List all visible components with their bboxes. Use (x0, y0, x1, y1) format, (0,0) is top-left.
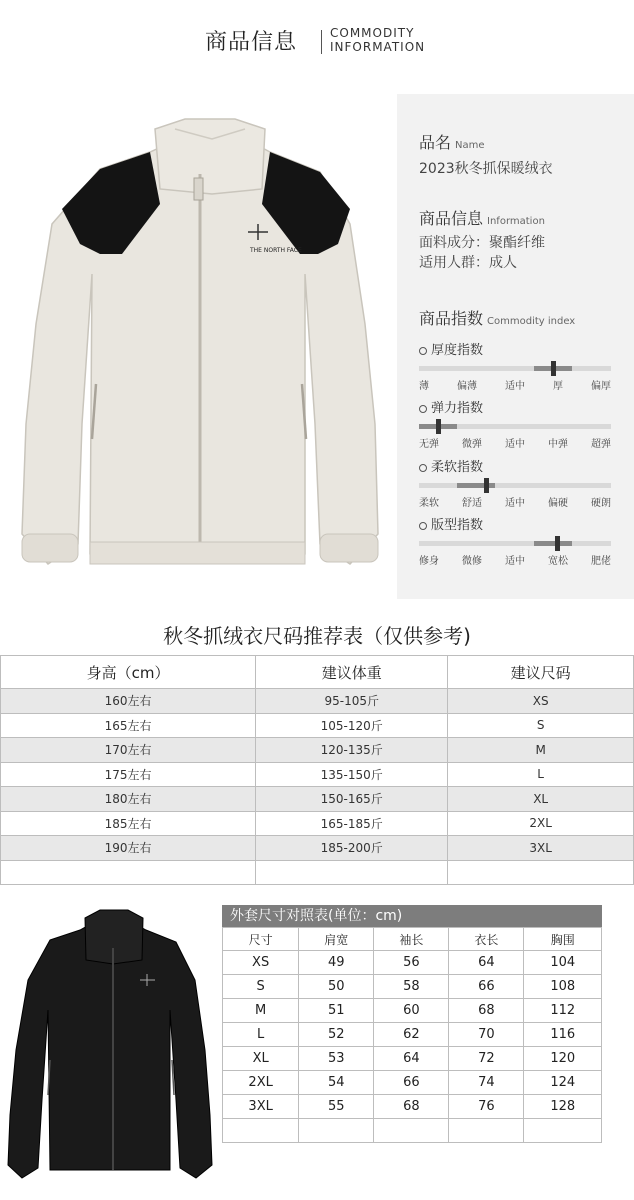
index-thickness (419, 339, 615, 392)
jacket-logo-text: THE NORTH FACE (250, 247, 302, 254)
table-cell: 165左右 (1, 713, 256, 738)
table-cell: XL (448, 787, 634, 812)
table-cell: 51 (299, 999, 374, 1023)
size-recommend-title: 秋冬抓绒衣尺码推荐表（仅供参考) (163, 624, 471, 648)
table-row (1, 811, 634, 836)
size-recommend-table (0, 655, 634, 885)
table-row (1, 738, 634, 763)
index-elasticity (419, 397, 615, 450)
index-bar (419, 366, 611, 371)
table-row (223, 1095, 602, 1119)
table-cell: 58 (374, 975, 449, 999)
table-cell: 50 (299, 975, 374, 999)
index-tick-label: 修身 (419, 556, 439, 567)
table-cell (449, 1119, 524, 1143)
table-cell: 105-120斤 (256, 713, 448, 738)
chart-header-chest: 胸围 (524, 928, 602, 951)
table-cell: 3XL (223, 1095, 299, 1119)
table-cell: 112 (524, 999, 602, 1023)
product-name-block (419, 130, 553, 179)
table-cell: 74 (449, 1071, 524, 1095)
table-cell: 53 (299, 1047, 374, 1071)
commodity-index-label: 商品指数 (419, 309, 484, 328)
table-cell (524, 1119, 602, 1143)
bullet-circle-icon (419, 522, 427, 530)
table-cell: 60 (374, 999, 449, 1023)
table-cell: M (223, 999, 299, 1023)
index-tick-label: 偏厚 (591, 381, 611, 392)
table-row (223, 1119, 602, 1143)
size-chart-title: 外套尺寸对照表(单位：cm) (222, 905, 602, 927)
table-row (223, 951, 602, 975)
table-cell (1, 860, 256, 885)
table-cell: 52 (299, 1023, 374, 1047)
table-cell: 54 (299, 1071, 374, 1095)
table-row (1, 713, 634, 738)
index-tick-label: 中弹 (548, 439, 568, 450)
table-cell: S (448, 713, 634, 738)
table-cell: S (223, 975, 299, 999)
index-tick-label: 舒适 (462, 498, 482, 509)
table-cell: 55 (299, 1095, 374, 1119)
table-cell: 170左右 (1, 738, 256, 763)
index-softness (419, 456, 615, 509)
chart-header-size: 尺寸 (223, 928, 299, 951)
table-cell (223, 1119, 299, 1143)
table-cell: 62 (374, 1023, 449, 1047)
table-row (223, 999, 602, 1023)
commodity-index-heading (419, 306, 575, 329)
index-tick-label: 适中 (505, 439, 525, 450)
index-bar (419, 424, 611, 429)
table-cell: 76 (449, 1095, 524, 1119)
white-jacket-illustration (0, 94, 397, 599)
bullet-circle-icon (419, 405, 427, 413)
commodity-index-label-en: Commodity index (487, 316, 576, 327)
chart-header-shoulder: 肩宽 (299, 928, 374, 951)
header-title-en-line2: INFORMATION (330, 40, 426, 54)
table-row (223, 1047, 602, 1071)
table-cell: 160左右 (1, 689, 256, 714)
table-cell: 175左右 (1, 762, 256, 787)
table-row (223, 975, 602, 999)
table-cell: 66 (374, 1071, 449, 1095)
audience-text: 适用人群：成人 (419, 255, 517, 271)
table-cell: 66 (449, 975, 524, 999)
table-cell: 64 (374, 1047, 449, 1071)
index-ticks (419, 377, 611, 392)
header-title-en-line1: COMMODITY (330, 26, 415, 40)
rec-header-height: 身高（cm） (1, 656, 256, 689)
index-knob (484, 478, 489, 493)
index-ticks (419, 552, 611, 567)
index-tick-label: 肥佬 (591, 556, 611, 567)
table-cell: 3XL (448, 836, 634, 861)
table-cell: 68 (449, 999, 524, 1023)
table-cell: 95-105斤 (256, 689, 448, 714)
table-cell: M (448, 738, 634, 763)
index-tick-label: 硬朗 (591, 498, 611, 509)
fabric-text: 面料成分：聚酯纤维 (419, 235, 545, 251)
index-tick-label: 偏硬 (548, 498, 568, 509)
table-cell: 185-200斤 (256, 836, 448, 861)
table-cell: 120-135斤 (256, 738, 448, 763)
table-cell: 70 (449, 1023, 524, 1047)
product-info-label-en: Information (487, 216, 545, 227)
table-cell: 120 (524, 1047, 602, 1071)
table-row (223, 1023, 602, 1047)
bullet-circle-icon (419, 464, 427, 472)
index-ticks (419, 494, 611, 509)
product-hero (0, 94, 634, 599)
product-name-label-en: Name (455, 140, 485, 151)
index-tick-label: 微弹 (462, 439, 482, 450)
table-row (1, 762, 634, 787)
product-name-value: 2023秋冬抓保暖绒衣 (419, 161, 553, 177)
table-cell: 185左右 (1, 811, 256, 836)
product-image-white-jacket (0, 94, 397, 599)
table-cell (299, 1119, 374, 1143)
table-cell: XS (223, 951, 299, 975)
table-cell: 135-150斤 (256, 762, 448, 787)
product-image-black-jacket (0, 900, 222, 1190)
table-cell (448, 860, 634, 885)
table-row (1, 689, 634, 714)
page-header (0, 22, 634, 62)
index-tick-label: 偏薄 (457, 381, 477, 392)
index-title: 版型指数 (431, 518, 484, 533)
index-tick-label: 适中 (505, 381, 525, 392)
product-info-label: 商品信息 (419, 209, 484, 228)
index-tick-label: 超弹 (591, 439, 611, 450)
rec-header-weight: 建议体重 (256, 656, 448, 689)
table-cell: 128 (524, 1095, 602, 1119)
jacket-size-chart (222, 905, 602, 1150)
index-knob (436, 419, 441, 434)
table-cell (374, 1119, 449, 1143)
product-info-panel (397, 94, 634, 599)
product-info-block (419, 206, 545, 273)
index-ticks (419, 435, 611, 450)
table-cell: 72 (449, 1047, 524, 1071)
table-row (1, 787, 634, 812)
table-cell: 49 (299, 951, 374, 975)
product-name-label: 品名 (419, 133, 452, 152)
table-cell: 2XL (448, 811, 634, 836)
table-cell: 150-165斤 (256, 787, 448, 812)
index-tick-label: 微修 (462, 556, 482, 567)
rec-header-size: 建议尺码 (448, 656, 634, 689)
table-cell: 104 (524, 951, 602, 975)
index-title: 弹力指数 (431, 401, 484, 416)
table-cell: 108 (524, 975, 602, 999)
table-cell: 180左右 (1, 787, 256, 812)
size-chart-table (222, 927, 602, 1143)
table-cell (256, 860, 448, 885)
index-tick-label: 宽松 (548, 556, 568, 567)
index-fit (419, 514, 615, 567)
index-tick-label: 无弹 (419, 439, 439, 450)
table-cell: 165-185斤 (256, 811, 448, 836)
index-title: 厚度指数 (431, 343, 484, 358)
table-cell: 2XL (223, 1071, 299, 1095)
index-bar (419, 541, 611, 546)
table-cell: 124 (524, 1071, 602, 1095)
table-cell: L (223, 1023, 299, 1047)
index-bar (419, 483, 611, 488)
index-tick-label: 薄 (419, 381, 429, 392)
table-cell: 68 (374, 1095, 449, 1119)
index-knob (555, 536, 560, 551)
index-tick-label: 适中 (505, 498, 525, 509)
table-row (1, 836, 634, 861)
table-row (1, 860, 634, 885)
chart-header-length: 衣长 (449, 928, 524, 951)
chart-header-sleeve: 袖长 (374, 928, 449, 951)
index-title: 柔软指数 (431, 460, 484, 475)
bullet-circle-icon (419, 347, 427, 355)
table-cell: XS (448, 689, 634, 714)
index-tick-label: 厚 (553, 381, 563, 392)
index-tick-label: 适中 (505, 556, 525, 567)
table-cell: 64 (449, 951, 524, 975)
header-divider (321, 30, 322, 54)
table-cell: L (448, 762, 634, 787)
index-knob (551, 361, 556, 376)
table-row (223, 1071, 602, 1095)
black-jacket-illustration (0, 900, 222, 1190)
table-cell: 190左右 (1, 836, 256, 861)
table-cell: 56 (374, 951, 449, 975)
header-title-cn: 商品信息 (205, 30, 298, 55)
index-tick-label: 柔软 (419, 498, 439, 509)
header-title-en (330, 26, 425, 54)
table-cell: 116 (524, 1023, 602, 1047)
table-cell: XL (223, 1047, 299, 1071)
